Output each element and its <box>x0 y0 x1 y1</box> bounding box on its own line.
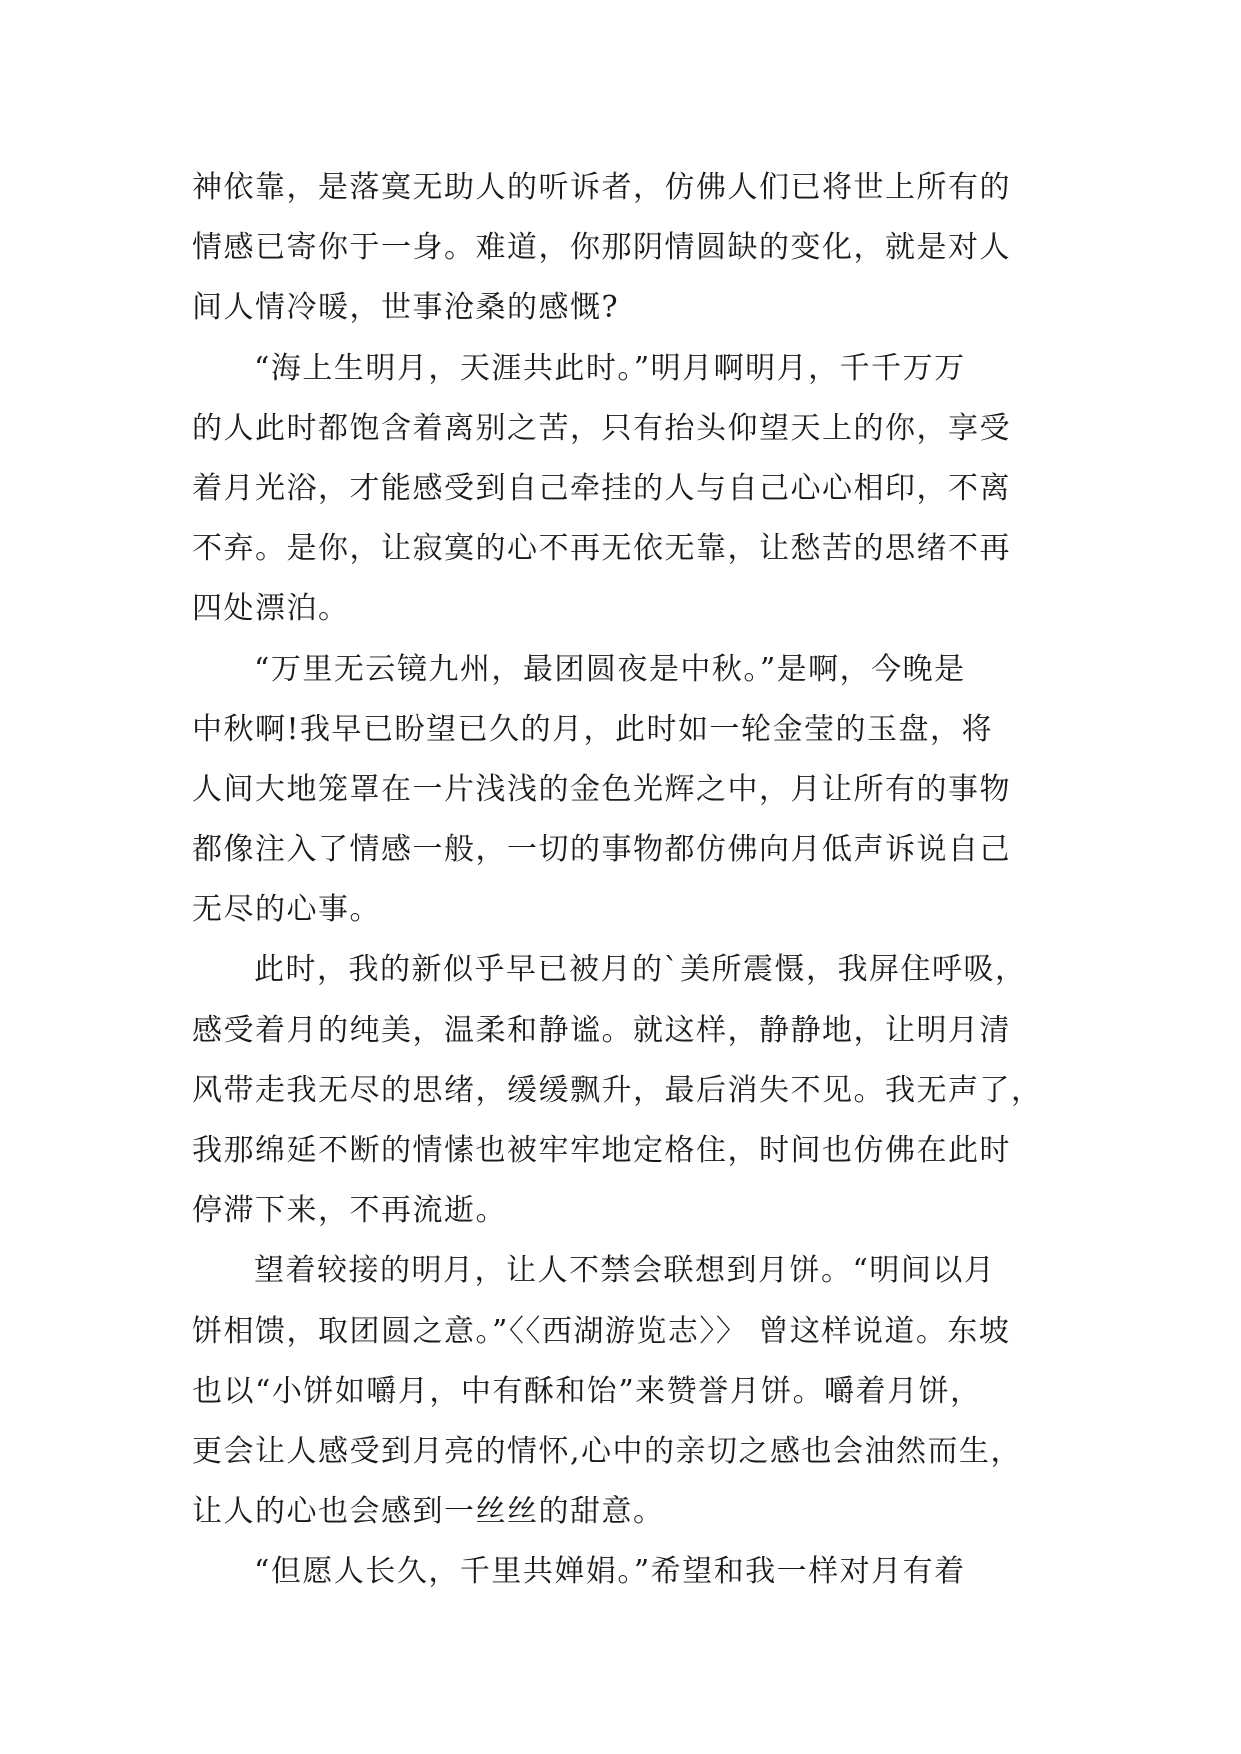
text-line: 人间大地笼罩在一片浅浅的金色光辉之中，月让所有的事物 <box>192 771 1011 807</box>
text-line: 无尽的心事。 <box>192 892 381 928</box>
text-line: 神依靠，是落寞无助人的听诉者，仿佛人们已将世上所有的 <box>192 170 1011 205</box>
paragraph <box>192 339 1052 640</box>
text-line: 都像注入了情感一般，一切的事物都仿佛向月低声诉说自己 <box>192 832 1011 868</box>
text-line: 感受着月的纯美，温柔和静谧。就这样，静静地，让明月清 <box>192 1012 1011 1048</box>
text-line: 停滞下来，不再流逝。 <box>192 1193 507 1229</box>
paragraph <box>192 158 1052 339</box>
text-line: 此时，我的新似乎早已被月的`美所震慑，我屏住呼吸， <box>254 952 1027 988</box>
body-text <box>192 158 1052 1603</box>
text-line: 风带走我无尽的思绪，缓缓飘升，最后消失不见。我无声了， <box>192 1072 1043 1108</box>
paragraph <box>192 640 1052 941</box>
paragraph <box>192 1241 1052 1542</box>
text-line: “万里无云镜九州，最团圆夜是中秋。”是啊，今晚是 <box>254 651 966 687</box>
text-line: 的人此时都饱含着离别之苦，只有抬头仰望天上的你，享受 <box>192 410 1011 446</box>
paragraph <box>192 1542 1052 1602</box>
text-line: 我那绵延不断的情愫也被牢牢地定格住，时间也仿佛在此时 <box>192 1133 1011 1168</box>
paragraph <box>192 940 1052 1241</box>
text-line: “但愿人长久，千里共婵娟。”希望和我一样对月有着 <box>254 1554 966 1590</box>
text-line: 中秋啊!我早已盼望已久的月，此时如一轮金莹的玉盘，将 <box>192 711 994 747</box>
text-line: 间人情冷暖，世事沧桑的感慨? <box>192 290 620 326</box>
text-line: 着月光浴，才能感受到自己牵挂的人与自己心心相印，不离 <box>192 470 1011 506</box>
text-line: 四处漂泊。 <box>192 591 350 627</box>
text-line: 更会让人感受到月亮的情怀,心中的亲切之感也会油然而生， <box>192 1433 1023 1469</box>
text-line: 情感已寄你于一身。难道，你那阴情圆缺的变化，就是对人 <box>192 230 1011 266</box>
text-line: 饼相馈，取团圆之意。”〈〈西湖游览志〉〉 曾这样说道。东坡 <box>192 1313 1011 1349</box>
text-line: 也以“小饼如嚼月，中有酥和饴”来赞誉月饼。嚼着月饼， <box>192 1373 982 1409</box>
text-line: 不弃。是你，让寂寞的心不再无依无靠，让愁苦的思绪不再 <box>192 531 1011 567</box>
text-line: “海上生明月，天涯共此时。”明月啊明月，千千万万 <box>254 350 966 386</box>
text-line: 望着较接的明月，让人不禁会联想到月饼。“明间以月 <box>254 1253 996 1289</box>
text-line: 让人的心也会感到一丝丝的甜意。 <box>192 1494 665 1530</box>
